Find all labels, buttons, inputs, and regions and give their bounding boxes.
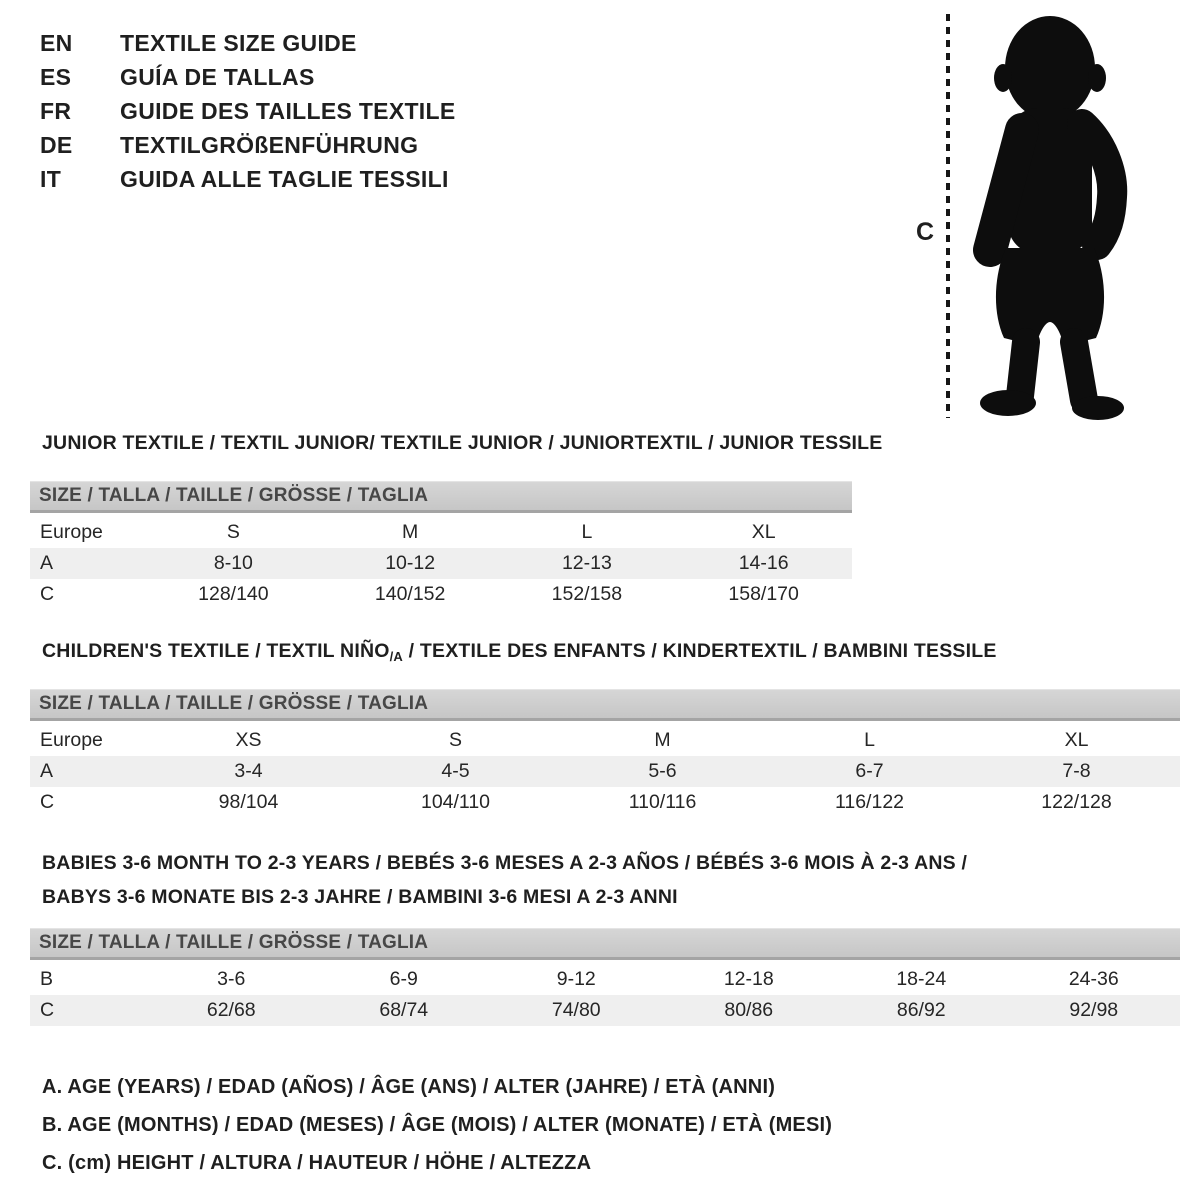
row-label: B <box>40 968 54 990</box>
size-cell: S <box>448 729 462 751</box>
table-row-europe <box>30 725 1180 756</box>
row-label: C <box>40 583 55 605</box>
height-measure-label: C <box>916 218 935 246</box>
row-label: C <box>40 791 55 813</box>
height-cell: 98/104 <box>218 791 279 813</box>
children-title-suffix: / TEXTILE DES ENFANTS / KINDERTEXTIL / BAMBINI TESSILE <box>403 640 997 662</box>
language-row <box>40 162 456 196</box>
guide-title: GUÍA DE TALLAS <box>120 63 315 90</box>
table-row-height <box>30 995 1180 1026</box>
size-cell: M <box>402 521 419 543</box>
babies-title-line1: BABIES 3-6 MONTH TO 2-3 YEARS / BEBÉS 3-6 MESES A 2-3 AÑOS / BÉBÉS 3-6 MOIS À 2-3 ANS / <box>42 852 968 874</box>
size-cell: M <box>654 729 671 751</box>
children-title-sub: /A <box>389 649 404 664</box>
junior-size-table <box>30 481 852 610</box>
size-cell: XL <box>1064 729 1089 751</box>
age-cell: 7-8 <box>1062 760 1091 782</box>
language-code: ES <box>40 63 72 90</box>
table-row-age-months <box>30 964 1180 995</box>
size-cell: S <box>226 521 240 543</box>
language-code: FR <box>40 97 72 124</box>
babies-title-line2: BABYS 3-6 MONATE BIS 2-3 JAHRE / BAMBINI 3-6 MESI A 2-3 ANNI <box>42 886 678 908</box>
table-row-height <box>30 787 1180 818</box>
guide-title: GUIDA ALLE TAGLIE TESSILI <box>120 165 449 192</box>
size-header-bar: SIZE / TALLA / TAILLE / GRÖSSE / TAGLIA <box>30 689 1180 721</box>
height-cell: 140/152 <box>374 583 446 605</box>
babies-section-title <box>42 846 967 914</box>
height-cell: 152/158 <box>551 583 623 605</box>
junior-section-title: JUNIOR TEXTILE / TEXTIL JUNIOR/ TEXTILE JUNIOR / JUNIORTEXTIL / JUNIOR TESSILE <box>42 432 883 454</box>
measurement-legend <box>42 1068 832 1182</box>
language-code: DE <box>40 131 73 158</box>
size-cell: L <box>581 521 593 543</box>
language-code: EN <box>40 29 73 56</box>
age-cell: 10-12 <box>385 552 436 574</box>
children-section-title <box>42 640 997 664</box>
age-cell: 24-36 <box>1068 968 1119 990</box>
row-label: Europe <box>40 521 103 543</box>
age-cell: 6-9 <box>389 968 418 990</box>
table-row-age <box>30 756 1180 787</box>
language-title-list <box>40 26 456 196</box>
height-cell: 110/116 <box>628 791 697 813</box>
age-cell: 4-5 <box>441 760 470 782</box>
height-cell: 62/68 <box>206 999 256 1021</box>
babies-size-table <box>30 928 1180 1026</box>
age-cell: 3-4 <box>234 760 263 782</box>
size-header-bar: SIZE / TALLA / TAILLE / GRÖSSE / TAGLIA <box>30 928 1180 960</box>
row-label: C <box>40 999 55 1021</box>
height-dashed-line <box>946 14 950 418</box>
age-cell: 8-10 <box>213 552 253 574</box>
table-row-europe <box>30 517 852 548</box>
row-label: A <box>40 552 54 574</box>
age-cell: 9-12 <box>556 968 596 990</box>
age-cell: 12-13 <box>561 552 612 574</box>
toddler-silhouette-icon <box>962 12 1138 420</box>
language-row <box>40 60 456 94</box>
height-cell: 92/98 <box>1069 999 1119 1021</box>
table-row-height <box>30 579 852 610</box>
legend-line-a: A. AGE (YEARS) / EDAD (AÑOS) / ÂGE (ANS) / ALTER (JAHRE) / ETÀ (ANNI) <box>42 1076 776 1098</box>
guide-title: TEXTILE SIZE GUIDE <box>120 29 357 56</box>
height-cell: 104/110 <box>420 791 491 813</box>
children-title-prefix: CHILDREN'S TEXTILE / TEXTIL NIÑO <box>42 640 390 662</box>
size-cell: L <box>864 729 875 751</box>
legend-line-c: C. (cm) HEIGHT / ALTURA / HAUTEUR / HÖHE / ALTEZZA <box>42 1152 592 1174</box>
height-cell: 128/140 <box>198 583 269 605</box>
height-cell: 116/122 <box>834 791 905 813</box>
height-cell: 68/74 <box>379 999 429 1021</box>
children-size-table <box>30 689 1180 818</box>
age-cell: 14-16 <box>738 552 789 574</box>
age-cell: 3-6 <box>217 968 246 990</box>
age-cell: 18-24 <box>896 968 947 990</box>
language-row <box>40 26 456 60</box>
age-cell: 12-18 <box>723 968 774 990</box>
size-header-bar: SIZE / TALLA / TAILLE / GRÖSSE / TAGLIA <box>30 481 852 513</box>
language-row <box>40 94 456 128</box>
age-cell: 6-7 <box>855 760 884 782</box>
row-label: A <box>40 760 54 782</box>
size-cell: XS <box>235 729 262 751</box>
table-row-age <box>30 548 852 579</box>
row-label: Europe <box>40 729 103 751</box>
height-cell: 80/86 <box>724 999 774 1021</box>
height-cell: 74/80 <box>551 999 601 1021</box>
guide-title: TEXTILGRÖßENFÜHRUNG <box>120 131 419 158</box>
height-cell: 122/128 <box>1041 791 1112 813</box>
guide-title: GUIDE DES TAILLES TEXTILE <box>120 97 456 124</box>
language-row <box>40 128 456 162</box>
height-cell: 158/170 <box>728 583 799 605</box>
age-cell: 5-6 <box>648 760 677 782</box>
legend-line-b: B. AGE (MONTHS) / EDAD (MESES) / ÂGE (MOIS) / ALTER (MONATE) / ETÀ (MESI) <box>42 1114 833 1136</box>
height-cell: 86/92 <box>896 999 946 1021</box>
size-cell: XL <box>751 521 776 543</box>
language-code: IT <box>40 165 62 192</box>
